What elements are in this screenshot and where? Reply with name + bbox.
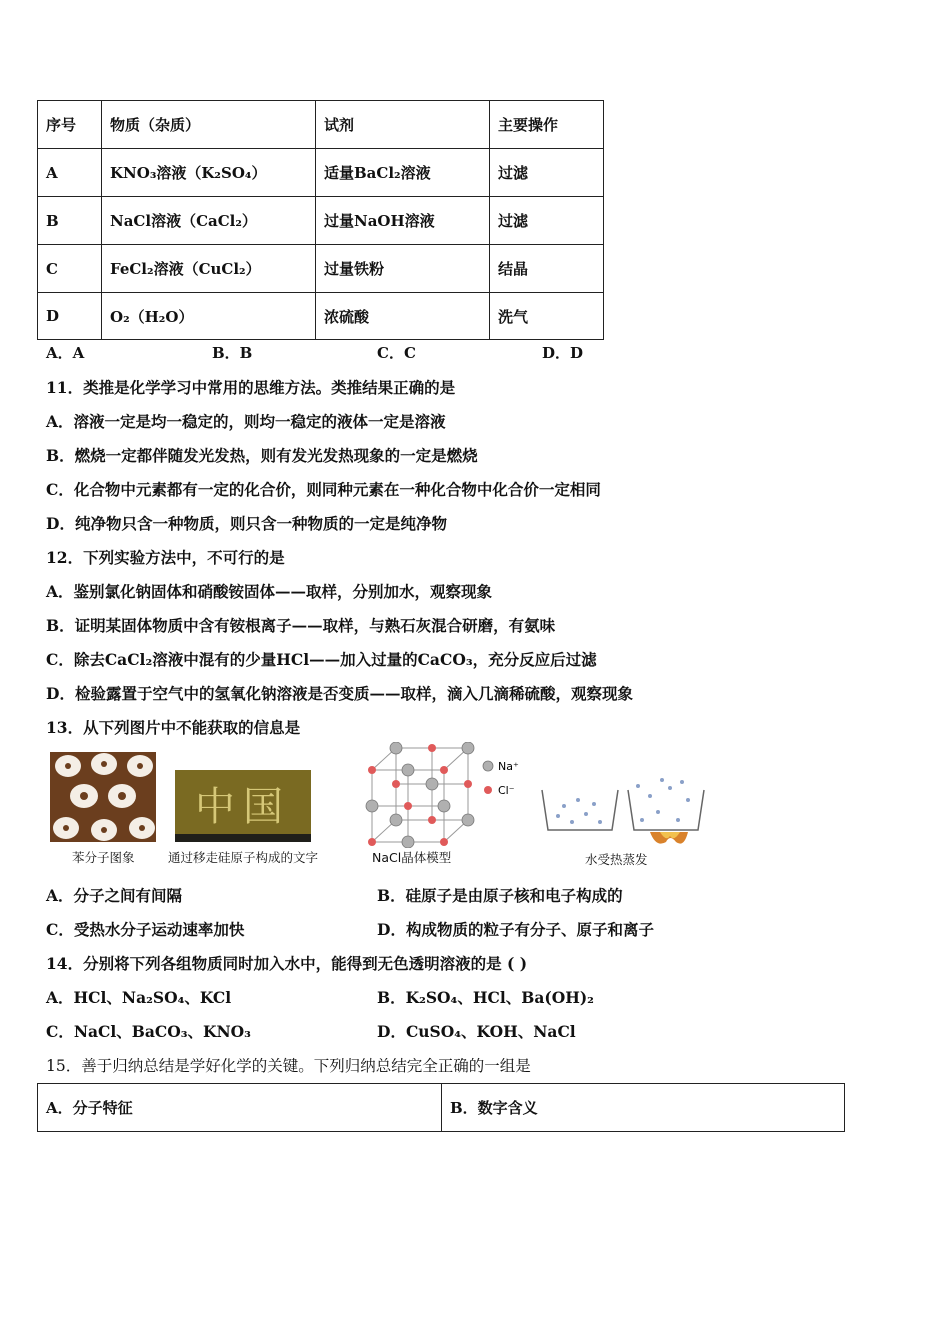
q13-stem: 13．从下列图片中不能获取的信息是 [46,718,301,737]
q11-option-d[interactable]: D．纯净物只含一种物质，则只含一种物质的一定是纯净物 [46,514,447,533]
row-operation: 过滤 [490,149,604,197]
caption-benzene: 苯分子图象 [72,850,135,865]
row-id: C [38,245,102,293]
caption-silicon-text: 通过移走硅原子构成的文字 [168,850,319,865]
header-index: 序号 [38,101,102,149]
q14-option-b[interactable]: B．K₂SO₄、HCl、Ba(OH)₂ [377,988,594,1007]
q14-option-c[interactable]: C．NaCl、BaCO₃、KNO₃ [46,1022,251,1041]
logo-text: 中国 [195,784,291,830]
row-substance: NaCl溶液（CaCl₂） [102,197,316,245]
purification-table [37,100,604,340]
q10-option-b[interactable]: B．B [212,344,253,362]
row-substance: KNO₃溶液（K₂SO₄） [102,149,316,197]
row-reagent: 浓硫酸 [316,293,490,340]
row-operation: 过滤 [490,197,604,245]
q14-option-a[interactable]: A．HCl、Na₂SO₄、KCl [46,988,232,1007]
summary-table [37,1083,845,1132]
header-substance: 物质（杂质） [102,101,316,149]
row-reagent: 适量BaCl₂溶液 [316,149,490,197]
header-operation: 主要操作 [490,101,604,149]
q13-option-c[interactable]: C．受热水分子运动速率加快 [46,920,245,939]
row-operation: 结晶 [490,245,604,293]
q11-option-c[interactable]: C．化合物中元素都有一定的化合价，则同种元素在一种化合物中化合价一定相同 [46,480,601,499]
legend-na: Na⁺ [498,760,519,773]
row-id: B [38,197,102,245]
q13-option-a[interactable]: A．分子之间有间隔 [46,886,183,905]
summary-header-b: B．数字含义 [442,1084,845,1132]
nacl-crystal-model-image [362,742,522,848]
q10-option-a[interactable]: A．A [46,344,85,362]
q12-option-a[interactable]: A．鉴别氯化钠固体和硝酸铵固体——取样，分别加水，观察现象 [46,582,493,601]
q12-option-c[interactable]: C．除去CaCl₂溶液中混有的少量HCl——加入过量的CaCO₃，充分反应后过滤 [46,650,597,669]
q13-option-d[interactable]: D．构成物质的粒子有分子、原子和离子 [377,920,654,939]
silicon-atom-text-image [175,770,311,842]
q12-stem: 12．下列实验方法中，不可行的是 [46,548,285,567]
summary-header-a: A．分子特征 [38,1084,442,1132]
table-row [38,197,604,245]
row-operation: 洗气 [490,293,604,340]
row-reagent: 过量NaOH溶液 [316,197,490,245]
q11-stem: 11．类推是化学学习中常用的思维方法。类推结果正确的是 [46,378,456,397]
row-substance: O₂（H₂O） [102,293,316,340]
caption-nacl: NaCl晶体模型 [372,850,452,865]
q14-option-d[interactable]: D．CuSO₄、KOH、NaCl [377,1022,576,1041]
benzene-molecule-image [50,752,156,842]
table-row [38,293,604,340]
q10-option-c[interactable]: C．C [377,344,416,362]
q13-option-b[interactable]: B．硅原子是由原子核和电子构成的 [377,886,623,905]
row-id: D [38,293,102,340]
q12-option-b[interactable]: B．证明某固体物质中含有铵根离子——取样，与熟石灰混合研磨，有氨味 [46,616,556,635]
q14-stem: 14．分别将下列各组物质同时加入水中，能得到无色透明溶液的是 ( ) [46,954,528,973]
row-substance: FeCl₂溶液（CuCl₂） [102,245,316,293]
row-reagent: 过量铁粉 [316,245,490,293]
q15-stem: 15．善于归纳总结是学好化学的关键。下列归纳总结完全正确的一组是 [46,1057,531,1075]
q12-option-d[interactable]: D．检验露置于空气中的氢氧化钠溶液是否变质——取样，滴入几滴稀硫酸，观察现象 [46,684,633,703]
legend-cl: Cl⁻ [498,784,515,797]
table-row [38,149,604,197]
q10-option-d[interactable]: D．D [542,344,584,362]
caption-water: 水受热蒸发 [585,852,648,867]
row-id: A [38,149,102,197]
q11-option-b[interactable]: B．燃烧一定都伴随发光发热，则有发光发热现象的一定是燃烧 [46,446,478,465]
header-reagent: 试剂 [316,101,490,149]
water-evaporation-image [538,776,710,848]
q11-option-a[interactable]: A．溶液一定是均一稳定的，则均一稳定的液体一定是溶液 [46,412,446,431]
table-row [38,245,604,293]
